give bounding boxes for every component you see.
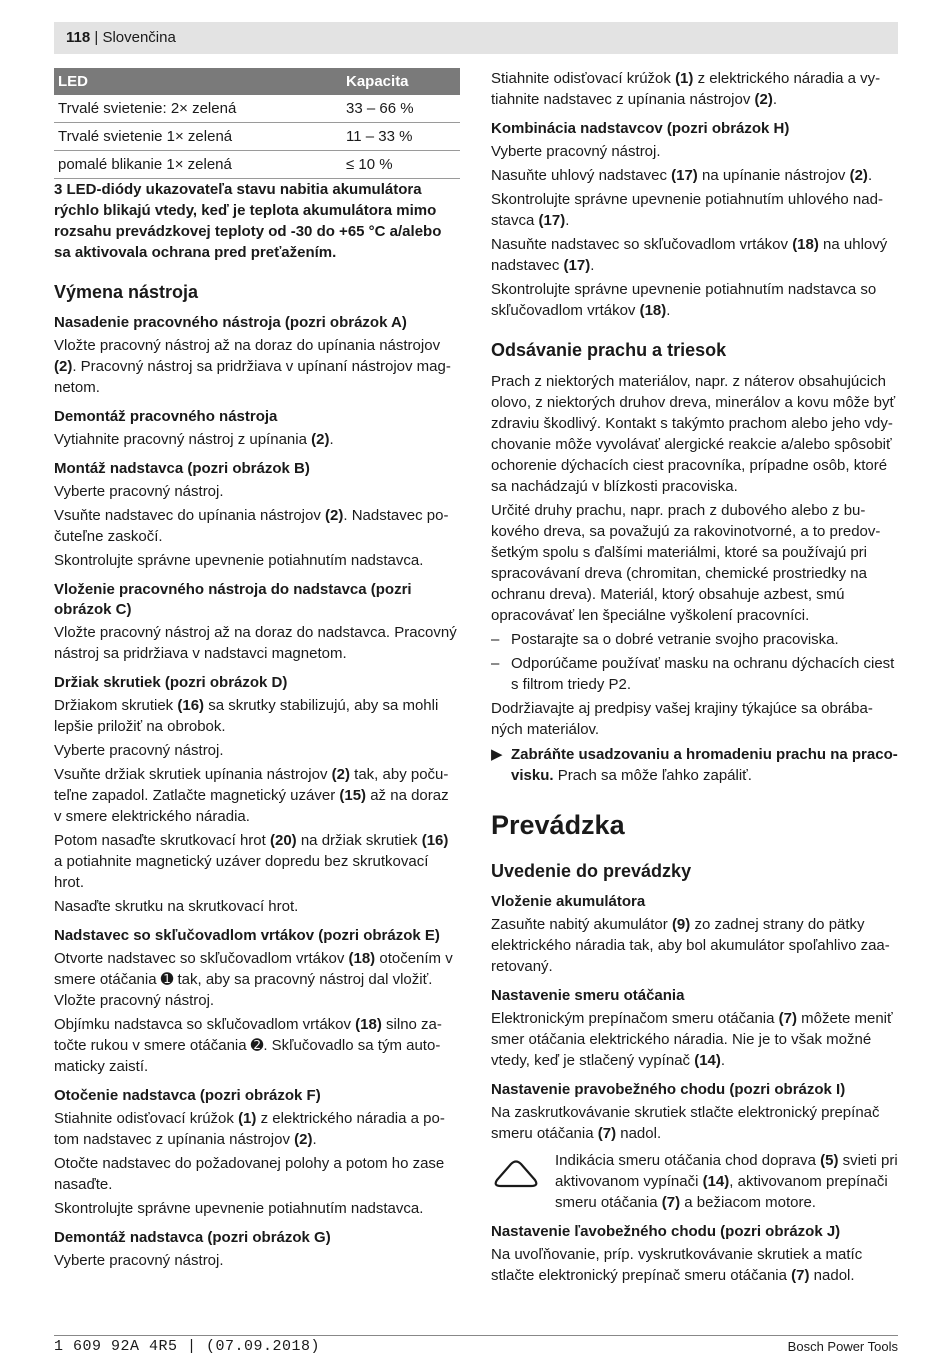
paragraph: Indikácia smeru otáčania chod doprava (5) svieti pri aktivovanom vypínači (14), aktivovanom prepínači smeru otáčania (7) a bežiacom motore. bbox=[555, 1152, 898, 1211]
subsection-title: Kombinácia nadstavcov (pozri obrázok H) bbox=[491, 120, 790, 137]
section-heading-uvedenie: Uvedenie do prevádzky bbox=[491, 861, 692, 881]
paragraph: Vsuňte držiak skrutiek upínania nástrojov (2) tak, aby počuteľne zapadol. Zatlačte magnetický uzáver (15) až na doraz v smere elektrického náradia. bbox=[54, 766, 449, 825]
footer-divider bbox=[54, 1335, 898, 1336]
chevron-up-icon bbox=[491, 1158, 541, 1192]
right-column bbox=[491, 68, 898, 1289]
table-row bbox=[54, 151, 460, 179]
paragraph: Skontrolujte správne upevnenie potiahnutím uhlového nadstavca (17). bbox=[491, 191, 883, 229]
subsection-title: Nastavenie pravobežného chodu (pozri obrázok I) bbox=[491, 1081, 846, 1098]
paragraph: Vyberte pracovný nástroj. bbox=[54, 483, 224, 500]
table-row bbox=[54, 95, 460, 123]
subsection-title: Otočenie nadstavca (pozri obrázok F) bbox=[54, 1087, 321, 1104]
paragraph: Na zaskrutkovávanie skrutiek stlačte elektronický prepínač smeru otáčania (7) nadol. bbox=[491, 1104, 880, 1142]
table-cell: Trvalé svietenie: 2× zelená bbox=[54, 95, 342, 123]
paragraph: Vsuňte nadstavec do upínania nástrojov (2). Nadstavec počuteľne zaskočí. bbox=[54, 507, 449, 545]
paragraph: Zasuňte nabitý akumulátor (9) zo zadnej strany do pätky elektrického náradia tak, aby bol akumulátor spoľahlivo zaaretovaný. bbox=[491, 916, 890, 975]
paragraph: Vytiahnite pracovný nástroj z upínania (2). bbox=[54, 431, 334, 448]
paragraph: Skontrolujte správne upevnenie potiahnutím nadstavca. bbox=[54, 1200, 424, 1217]
dash-list-item: – Postarajte sa o dobré vetranie svojho pracoviska. bbox=[491, 629, 898, 650]
paragraph: Nasuňte nadstavec so skľučovadlom vrtákov (18) na uhlový nadstavec (17). bbox=[491, 236, 888, 274]
subsection-title: Vloženie pracovného nástroja do nadstavca (pozri obrázok C) bbox=[54, 581, 412, 618]
table-cell: Trvalé svietenie 1× zelená bbox=[54, 123, 342, 151]
paragraph: Potom nasaďte skrutkovací hrot (20) na držiak skrutiek (16) a potiahnite magnetický uzáver dopredu bez skrutkovací hrot. bbox=[54, 832, 449, 891]
paragraph: Stiahnite odisťovací krúžok (1) z elektrického náradia a potom nadstavec z upínania nástrojov (2). bbox=[54, 1110, 445, 1148]
paragraph: Nasaďte skrutku na skrutkovací hrot. bbox=[54, 898, 299, 915]
subsection-title: Nastavenie ľavobežného chodu (pozri obrázok J) bbox=[491, 1223, 841, 1240]
paragraph: Na uvoľňovanie, príp. vyskrutkovávanie skrutiek a matíc stlačte elektronický prepínač smeru otáčania (7) nadol. bbox=[491, 1246, 863, 1284]
paragraph: Dodržiavajte aj predpisy vašej krajiny týkajúce sa obrábaných materiálov. bbox=[491, 700, 873, 738]
language-label: Slovenčina bbox=[102, 29, 176, 46]
table-header-led: LED bbox=[54, 68, 342, 95]
warning-item: ▶ Zabráňte usadzovaniu a hromadeniu prachu na pracovisku. Prach sa môže ľahko zapáliť. bbox=[491, 746, 898, 784]
page-number: 118 bbox=[66, 29, 91, 46]
section-heading-vymena: Výmena nástroja bbox=[54, 282, 199, 302]
table-cell: ≤ 10 % bbox=[342, 151, 460, 179]
led-capacity-table bbox=[54, 68, 460, 179]
rotation-step-1-icon: ➊ bbox=[160, 971, 174, 988]
page-header: 118 | Slovenčina bbox=[54, 22, 898, 54]
section-heading-prach: Odsávanie prachu a triesok bbox=[491, 340, 727, 360]
paragraph: Skontrolujte správne upevnenie potiahnutím nadstavca. bbox=[54, 552, 424, 569]
subsection-title: Montáž nadstavca (pozri obrázok B) bbox=[54, 460, 310, 477]
subsection-title: Nasadenie pracovného nástroja (pozri obrázok A) bbox=[54, 314, 407, 331]
triangle-arrow-icon: ▶ bbox=[491, 746, 503, 763]
table-header-capacity: Kapacita bbox=[342, 68, 460, 95]
paragraph: Otočte nadstavec do požadovanej polohy a potom ho zase nasaďte. bbox=[54, 1155, 445, 1193]
brand-name: Bosch Power Tools bbox=[787, 1339, 898, 1354]
subsection-title: Nastavenie smeru otáčania bbox=[491, 987, 685, 1004]
chapter-heading-prevadzka: Prevádzka bbox=[491, 810, 625, 840]
table-cell: pomalé blikanie 1× zelená bbox=[54, 151, 342, 179]
subsection-title: Demontáž nadstavca (pozri obrázok G) bbox=[54, 1229, 331, 1246]
table-cell: 33 – 66 % bbox=[342, 95, 460, 123]
dash-list-item: – Odporúčame používať masku na ochranu dýchacích ciest s filtrom triedy P2. bbox=[491, 653, 898, 695]
subsection-title: Vloženie akumulátora bbox=[491, 893, 646, 910]
subsection-title: Demontáž pracovného nástroja bbox=[54, 408, 278, 425]
paragraph: Vyberte pracovný nástroj. bbox=[54, 742, 224, 759]
document-code: 1 609 92A 4R5 | (07.09.2018) bbox=[54, 1338, 321, 1355]
paragraph: Držiakom skrutiek (16) sa skrutky stabilizujú, aby sa mohli lepšie priložiť na obrobok. bbox=[54, 697, 439, 735]
paragraph: Elektronickým prepínačom smeru otáčania (7) môžete meniť smer otáčania elektrického náradia. Nie je to však možné vtedy, keď je stlačený vypínač (14). bbox=[491, 1010, 893, 1069]
paragraph: Prach z niektorých materiálov, napr. z náterov obsahujúcich olovo, z niektorých druhov dreva, minerálov a kovu môže byť zdraviu škodlivý. Kontakt s takýmto prachom alebo jeho vdychovanie môže vyvolávať alergické reakcie a/alebo spôsobiť ochorenie dýchacích ciest pracovníka, prípadne osôb, ktoré sa nachádzajú v blízkosti pracoviska. bbox=[491, 373, 896, 495]
paragraph: Otvorte nadstavec so skľučovadlom vrtákov (18) otočením v smere otáčania ➊ tak, aby sa pracovný nástroj dal vložiť. Vložte pracovný nástroj. bbox=[54, 950, 453, 1009]
table-header-row bbox=[54, 68, 460, 95]
direction-indicator-note bbox=[491, 1150, 898, 1213]
paragraph: Vložte pracovný nástroj až na doraz do upínania nástrojov (2). Pracovný nástroj sa pridržiava v upínaní nástrojov magnetom. bbox=[54, 337, 451, 396]
paragraph: Určité druhy prachu, napr. prach z dubového alebo z bukového dreva, sa považujú za rakovinotvorné, a to predovšetkým spolu s ďalšími materiálmi, ktoré sa používajú pri spracovávaní dreva (chromitan, chemické prostriedky na ochranu dreva). Materiál, ktorý obsahuje azbest, smú opracovávať len špeciálne vyškolení pracovníci. bbox=[491, 502, 881, 624]
rotation-step-2-icon: ➋ bbox=[250, 1037, 264, 1054]
paragraph: Objímku nadstavca so skľučovadlom vrtákov (18) silno zatočte rukou v smere otáčania ➋. Skľučovadlo sa tým automaticky zaistí. bbox=[54, 1016, 442, 1075]
paragraph: Nasuňte uhlový nadstavec (17) na upínanie nástrojov (2). bbox=[491, 167, 873, 184]
paragraph: Skontrolujte správne upevnenie potiahnutím nadstavca so skľučovadlom vrtákov (18). bbox=[491, 281, 877, 319]
led-note: 3 LED-diódy ukazovateľa stavu nabitia akumulátora rýchlo blikajú vtedy, keď je teplota akumulátora mimo rozsahu prevádzkovej teploty od -30 do +65 °C a/alebo sa aktivovala ochrana pred preťažením. bbox=[54, 181, 442, 261]
table-row bbox=[54, 123, 460, 151]
subsection-title: Držiak skrutiek (pozri obrázok D) bbox=[54, 674, 288, 691]
paragraph: Vyberte pracovný nástroj. bbox=[491, 143, 661, 160]
table-cell: 11 – 33 % bbox=[342, 123, 460, 151]
paragraph: Vyberte pracovný nástroj. bbox=[54, 1252, 224, 1269]
paragraph: Stiahnite odisťovací krúžok (1) z elektrického náradia a vytiahnite nadstavec z upínania nástrojov (2). bbox=[491, 70, 881, 108]
paragraph: Vložte pracovný nástroj až na doraz do nadstavca. Pracovný nástroj sa pridržiava v nadstavci magnetom. bbox=[54, 624, 457, 662]
subsection-title: Nadstavec so skľučovadlom vrtákov (pozri obrázok E) bbox=[54, 927, 440, 944]
left-column bbox=[54, 68, 460, 1274]
